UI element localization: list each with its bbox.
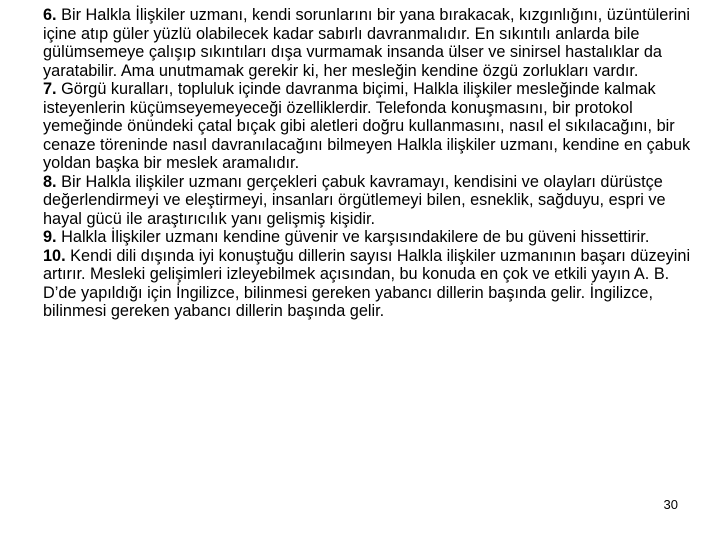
list-item-6 <box>43 6 695 80</box>
item-number: 9. <box>43 228 57 246</box>
item-text: Görgü kuralları, topluluk içinde davranma biçimi, Halkla ilişkiler mesleğinde kalmak isteyenlerin küçümseyemeyeceği özelliklerdir. Telefonda konuşmasını, bir protokol yemeğinde önündeki çatal bıçak gibi aletleri doğru kullanmasını, nasıl el sıkılacağını, bir cenaze töreninde nasıl davranılacağını bilmeyen Halkla ilişkiler uzmanı, kendine en çabuk yoldan başka bir meslek aramalıdır. <box>43 80 691 172</box>
list-item-8 <box>43 173 695 229</box>
item-number: 7. <box>43 80 57 98</box>
item-number: 6. <box>43 6 57 24</box>
page-number: 30 <box>663 497 678 512</box>
item-text: Kendi dili dışında iyi konuştuğu dillerin sayısı Halkla ilişkiler uzmanının başarı düzeyini artırır. Mesleki gelişimleri izleyebilmek açısından, bu konuda en çok ve etkili yayın A. B. D’de yapıldığı için İngilizce, bilinmesi gereken yabancı dillerin başında gelir. İngilizce, bilinmesi gereken yabancı dillerin başında gelir. <box>43 246 691 320</box>
item-number: 10. <box>43 246 66 265</box>
text-body <box>43 6 695 321</box>
list-item-9 <box>43 228 695 247</box>
item-text: Bir Halkla İlişkiler uzmanı, kendi sorunlarını bir yana bırakacak, kızgınlığını, üzüntülerini içine atıp güler yüzlü olabilecek kadar sabırlı davranmalıdır. En sıkıntılı anlarda bile gülümsemeye çalışıp sıkıntıları dışa vurmamak insanda ülser ve sinirsel hastalıklar da yaratabilir. Ama unutmamak gerekir ki, her mesleğin kendine özgü zorlukları vardır. <box>43 6 691 80</box>
item-text: Bir Halkla ilişkiler uzmanı gerçekleri çabuk kavramayı, kendisini ve olayları dürüstçe değerlendirmeyi ve eleştirmeyi, insanları örgütlemeyi bilen, esneklik, sağduyu, espri ve hayal gücü ile araştırıcılık yanı gelişmiş kişidir. <box>43 172 666 228</box>
list-item-7 <box>43 80 695 173</box>
item-text: Halkla İlişkiler uzmanı kendine güvenir ve karşısındakilere de bu güveni hissettirir. <box>61 228 650 246</box>
list-item-10 <box>43 247 695 321</box>
item-number: 8. <box>43 172 57 191</box>
